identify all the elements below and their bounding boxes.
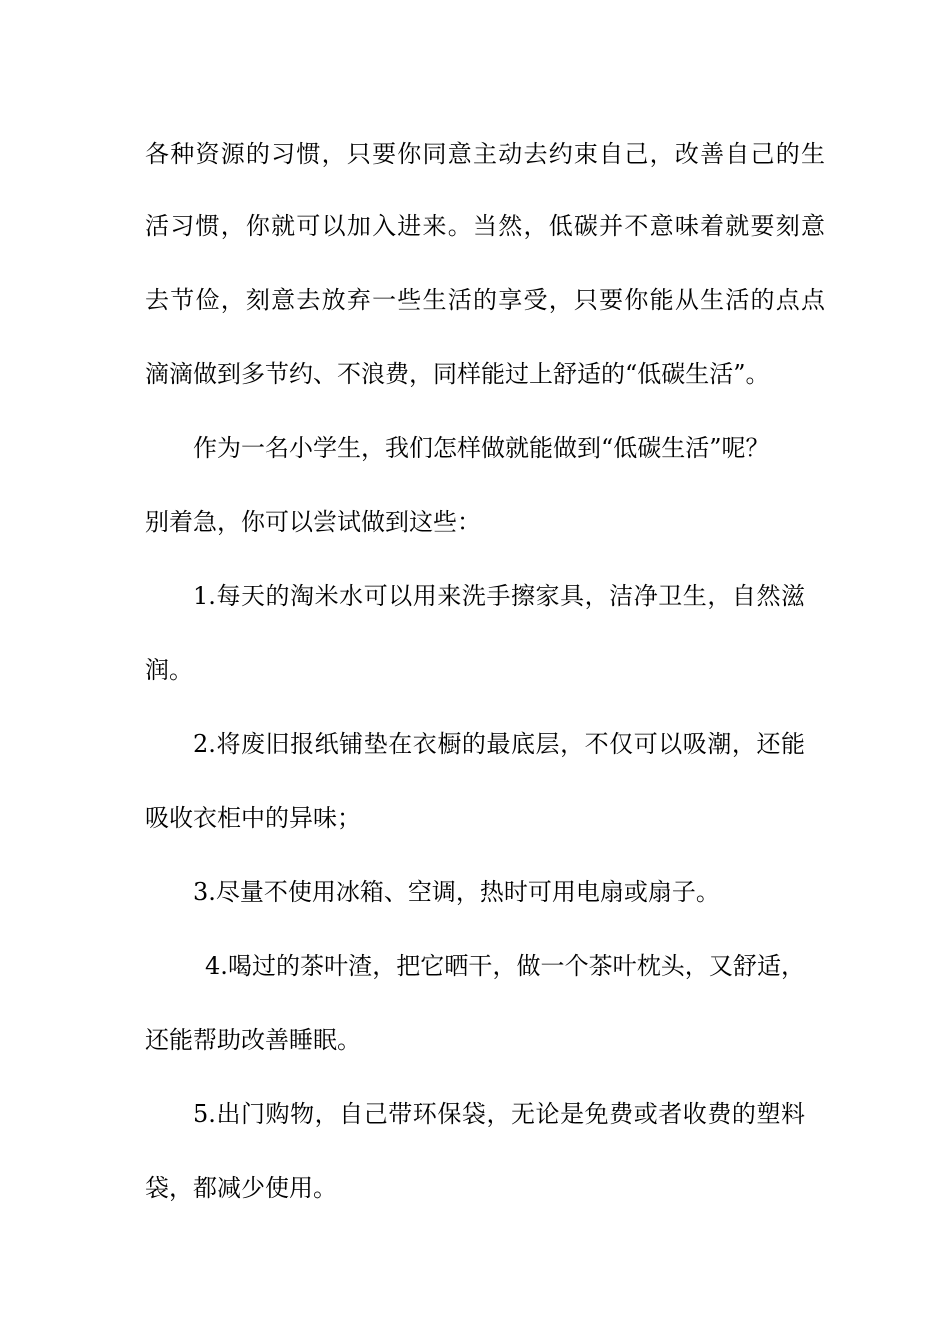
paragraph-line: 别着急，你可以尝试做到这些： (145, 508, 481, 536)
paragraph-line: 作为一名小学生，我们怎样做就能做到“低碳生活”呢？ (193, 434, 770, 462)
list-item-line: 2.将废旧报纸铺垫在衣橱的最底层，不仅可以吸潮，还能 (193, 730, 805, 758)
list-item-line: 吸收衣柜中的异味； (145, 804, 361, 832)
list-item-line: 还能帮助改善睡眠。 (145, 1026, 361, 1054)
list-item-line: 4.喝过的茶叶渣，把它晒干，做一个茶叶枕头，又舒适， (205, 952, 805, 980)
list-item-line: 5.出门购物，自己带环保袋，无论是免费或者收费的塑料 (193, 1100, 805, 1128)
paragraph-line: 各种资源的习惯，只要你同意主动去约束自己，改善自己的生 (145, 140, 825, 168)
list-item-line: 袋，都减少使用。 (145, 1174, 337, 1202)
paragraph-line: 滴滴做到多节约、不浪费，同样能过上舒适的“低碳生活”。 (145, 360, 770, 388)
list-item-line: 润。 (145, 656, 193, 684)
list-item-line: 3.尽量不使用冰箱、空调，热时可用电扇或扇子。 (193, 878, 720, 906)
paragraph-line: 去节俭，刻意去放弃一些生活的享受，只要你能从生活的点点 (145, 286, 825, 314)
paragraph-line: 活习惯，你就可以加入进来。当然，低碳并不意味着就要刻意 (145, 212, 825, 240)
list-item-line: 1.每天的淘米水可以用来洗手擦家具，洁净卫生，自然滋 (193, 582, 805, 610)
